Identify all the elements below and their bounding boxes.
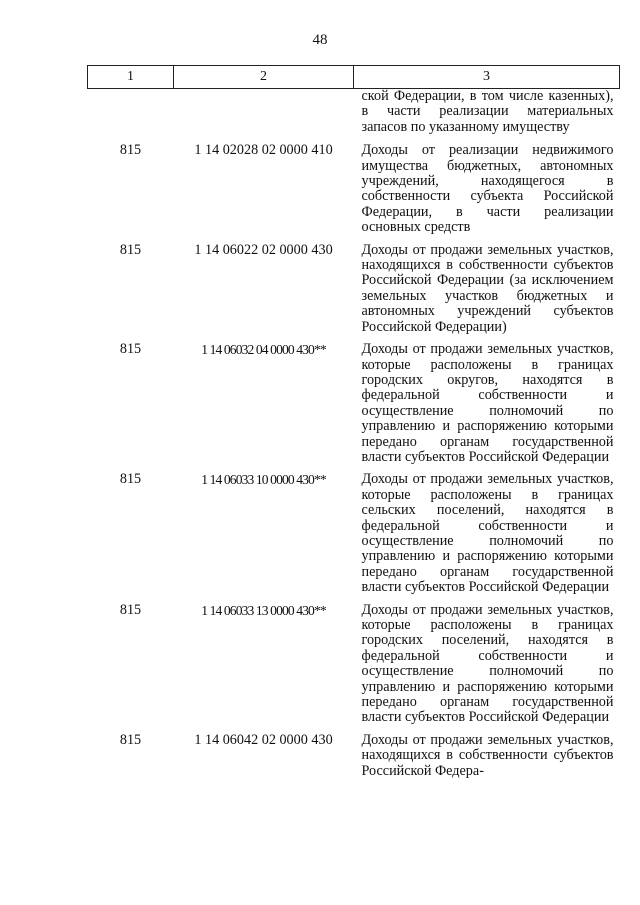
continuation-row [88,89,620,144]
revenue-code-cell: 1 14 06042 02 0000 430 [194,731,333,748]
table-row [88,243,620,342]
column-header-1: 1 [88,66,174,89]
description-cell: Доходы от продажи земельных участков, находящихся в собственности субъектов Российской Федера- [361,731,614,779]
revenue-code-cell: 1 14 06032 04 0000 430** [201,342,326,358]
table-row [88,143,620,242]
admin-code-cell: 815 [119,601,142,618]
table-row [88,603,620,733]
revenue-code-cell: 1 14 06033 13 0000 430** [201,602,326,618]
description-cell: Доходы от продажи земельных участков, которые расположены в границах городских округов, находятся в федеральной собственности и осуществление полномочий по управлению и распоряжению которыми передано органам государственной власти субъектов Российской Федерации [361,341,614,465]
admin-code-cell: 815 [119,341,142,358]
revenue-codes-table [87,65,620,786]
admin-code-cell: 815 [119,731,142,748]
admin-cell-empty [88,89,174,144]
table-header-row [88,66,620,89]
column-header-2: 2 [174,66,354,89]
table-row [88,472,620,602]
column-header-3: 3 [354,66,620,89]
table-row [88,733,620,786]
revenue-code-cell: 1 14 02028 02 0000 410 [194,142,333,159]
code-cell-empty [174,89,354,144]
admin-code-cell: 815 [119,241,142,258]
revenue-code-cell: 1 14 06022 02 0000 430 [194,241,333,258]
description-cell: Доходы от продажи земельных участков, которые расположены в границах сельских поселений, находятся в федеральной собственности и осуществление полномочий по управлению и распоряжению которыми передано органам государственной власти субъектов Российской Федерации [361,471,614,596]
continuation-description: ской Федерации, в том числе казенных), в части реализации материальных запасов по указанному имуществу [361,88,614,135]
admin-code-cell: 815 [119,142,142,159]
table-row [88,342,620,472]
description-cell: Доходы от продажи земельных участков, которые расположены в границах городских поселений, находятся в федеральной собственности и осуществление полномочий по управлению и распоряжению которыми передано органам государственной власти субъектов Российской Федерации [361,601,614,726]
description-cell: Доходы от реализации недвижимого имущества бюджетных, автономных учреждений, находящегося в собственности субъекта Российской Федерации, в части реализации основных средств [361,142,614,236]
revenue-code-cell: 1 14 06033 10 0000 430** [201,472,326,488]
page-number: 48 [312,32,328,48]
admin-code-cell: 815 [119,471,142,488]
description-cell: Доходы от продажи земельных участков, находящихся в собственности субъектов Российской Федерации (за исключением земельных участков бюджетных и автономных учреждений субъектов Российской Федерации) [361,241,614,335]
